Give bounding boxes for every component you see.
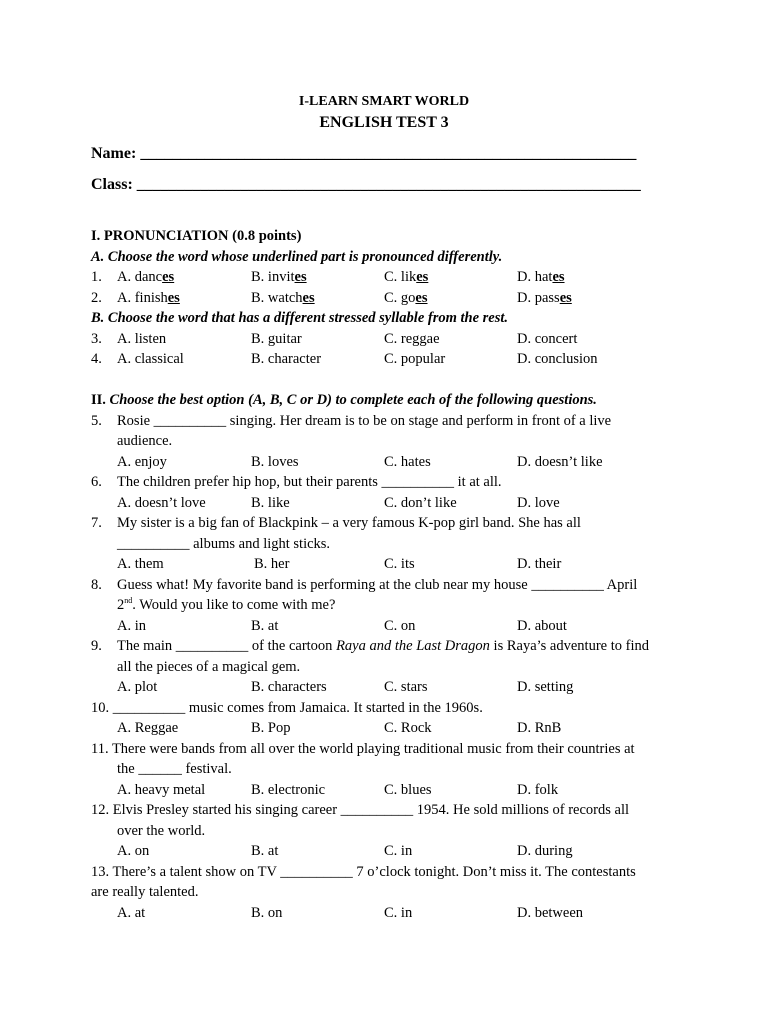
option-c: C. goes — [384, 289, 428, 306]
option-c: C. on — [384, 617, 416, 634]
question-6-options — [91, 493, 691, 514]
option-d: D. setting — [517, 679, 574, 695]
question-13-cont — [91, 882, 691, 903]
option-a: A. at — [117, 904, 146, 921]
option-c: C. in — [384, 843, 413, 859]
question-3 — [91, 329, 691, 350]
option-c: C. likes — [384, 269, 429, 285]
option-b: B. characters — [251, 679, 327, 695]
option-c: C. popular — [384, 351, 446, 367]
option-a: A. finishes — [117, 289, 180, 306]
question-1 — [91, 267, 691, 288]
question-8-options — [91, 616, 691, 637]
question-stem-cont: 2nd. Would you like to come with me? — [117, 596, 336, 613]
option-a: A. classical — [117, 351, 184, 367]
question-stem: Rosie __________ singing. Her dream is to be on stage and perform in front of a live — [117, 412, 612, 429]
question-5-cont — [91, 431, 691, 452]
question-13-options — [91, 903, 691, 924]
school-title: I-LEARN SMART WORLD — [298, 94, 470, 109]
question-4 — [91, 349, 691, 370]
question-2 — [91, 288, 691, 309]
question-5-options — [91, 452, 691, 473]
option-c: C. don’t like — [384, 494, 457, 511]
question-12 — [91, 800, 691, 821]
class-line: Class: _______________________________________________________________ — [91, 176, 641, 193]
option-b: B. electronic — [251, 781, 326, 798]
question-13 — [91, 862, 691, 883]
option-a: A. in — [117, 617, 146, 634]
option-b: B. Pop — [251, 720, 291, 736]
option-d: D. hates — [517, 269, 565, 285]
option-d: D. folk — [517, 781, 559, 798]
test-title: ENGLISH TEST 3 — [319, 114, 449, 131]
option-c: C. its — [384, 556, 415, 572]
instruction-a: A. Choose the word whose underlined part is pronounced differently. — [91, 248, 503, 265]
question-number: 7. — [91, 515, 102, 531]
question-stem-cont: all the pieces of a magical gem. — [117, 658, 301, 675]
option-a: A. listen — [117, 330, 167, 347]
option-a: A. on — [117, 843, 150, 859]
question-stem: Guess what! My favorite band is performing at the club near my house __________ April — [117, 576, 638, 593]
option-b: B. her — [254, 556, 290, 572]
instruction-b: B. Choose the word that has a different stressed syllable from the rest. — [91, 310, 509, 326]
question-stem: 13. There’s a talent show on TV __________ 7 o’clock tonight. Don’t miss it. The contestants — [91, 863, 636, 880]
question-stem: The main __________ of the cartoon Raya and the Last Dragon is Raya’s adventure to find — [117, 638, 649, 654]
question-5 — [91, 411, 691, 432]
option-b: B. loves — [251, 453, 299, 470]
option-b: B. at — [251, 617, 279, 634]
question-number: 2. — [91, 289, 102, 306]
option-d: D. concert — [517, 330, 578, 347]
option-c: C. hates — [384, 453, 431, 470]
question-7-options — [91, 554, 691, 575]
question-stem-cont: the ______ festival. — [117, 761, 232, 777]
question-8-cont — [91, 595, 691, 616]
question-stem: 11. There were bands from all over the world playing traditional music from their countries at — [91, 740, 635, 757]
option-c: C. blues — [384, 781, 432, 798]
option-d: D. RnB — [517, 720, 562, 736]
question-number: 5. — [91, 412, 102, 429]
option-a: A. plot — [117, 679, 158, 695]
question-stem-cont: are really talented. — [91, 884, 199, 900]
option-c: C. reggae — [384, 330, 440, 347]
question-stem: My sister is a big fan of Blackpink – a very famous K-pop girl band. She has all — [117, 515, 581, 531]
question-12-options — [91, 841, 691, 862]
question-8 — [91, 575, 691, 596]
option-d: D. passes — [517, 289, 572, 306]
option-c: C. Rock — [384, 720, 432, 736]
question-7-cont — [91, 534, 691, 555]
question-9-options — [91, 677, 691, 698]
question-stem: 12. Elvis Presley started his singing career __________ 1954. He sold millions of records all — [91, 802, 630, 818]
option-d: D. during — [517, 843, 573, 859]
option-d: D. conclusion — [517, 351, 598, 367]
option-a: A. dances — [117, 269, 175, 285]
question-number: 1. — [91, 269, 102, 285]
option-a: A. doesn’t love — [117, 494, 206, 511]
option-b: B. character — [251, 351, 322, 367]
option-b: B. on — [251, 904, 283, 921]
question-number: 9. — [91, 638, 102, 654]
question-number: 6. — [91, 474, 102, 490]
option-b: B. invites — [251, 269, 307, 285]
option-c: C. stars — [384, 679, 428, 695]
question-number: 4. — [91, 351, 102, 367]
question-7 — [91, 513, 691, 534]
question-9-cont — [91, 657, 691, 678]
question-stem: 10. __________ music comes from Jamaica. It started in the 1960s. — [91, 699, 483, 716]
question-11-cont — [91, 759, 691, 780]
question-12-cont — [91, 821, 691, 842]
option-d: D. their — [517, 556, 562, 572]
option-b: B. watches — [251, 289, 315, 306]
question-10 — [91, 698, 691, 719]
option-b: B. guitar — [251, 330, 302, 347]
name-line: Name: ______________________________________________________________ — [91, 145, 637, 162]
question-number: 8. — [91, 576, 102, 593]
question-number: 3. — [91, 330, 102, 347]
option-d: D. about — [517, 617, 567, 634]
test-content — [91, 226, 691, 923]
option-d: D. love — [517, 494, 560, 511]
question-6 — [91, 472, 691, 493]
option-a: A. heavy metal — [117, 781, 206, 798]
option-a: A. Reggae — [117, 720, 179, 736]
option-a: A. enjoy — [117, 453, 167, 470]
question-10-options — [91, 718, 691, 739]
question-11-options — [91, 780, 691, 801]
option-b: B. at — [251, 843, 279, 859]
spacer — [91, 370, 691, 391]
option-d: D. between — [517, 904, 584, 921]
option-c: C. in — [384, 904, 413, 921]
section-heading-pronunciation: I. PRONUNCIATION (0.8 points) — [91, 228, 302, 244]
option-b: B. like — [251, 494, 290, 511]
question-stem-cont: __________ albums and light sticks. — [117, 535, 331, 552]
question-stem: The children prefer hip hop, but their parents __________ it at all. — [117, 474, 502, 490]
question-stem-cont: over the world. — [117, 822, 206, 839]
question-9 — [91, 636, 691, 657]
section-heading-grammar: II. Choose the best option (A, B, C or D) to complete each of the following questions. — [91, 392, 597, 408]
option-a: A. them — [117, 556, 164, 572]
question-stem-cont: audience. — [117, 433, 173, 449]
option-d: D. doesn’t like — [517, 453, 603, 470]
question-11 — [91, 739, 691, 760]
